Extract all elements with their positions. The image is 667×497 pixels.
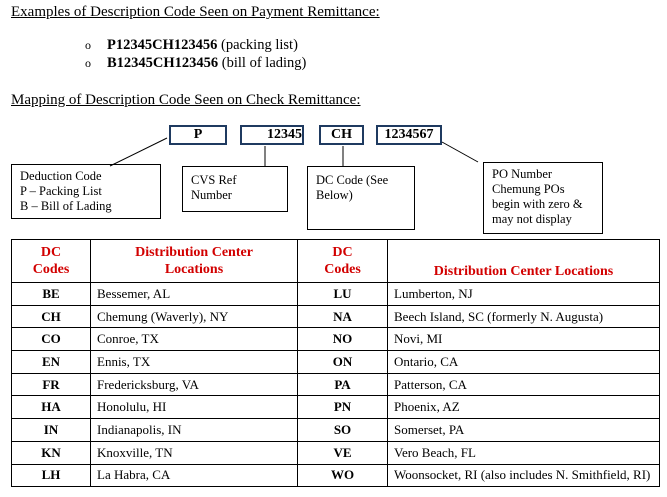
dc-code-cell: LH	[12, 464, 91, 487]
dc-code-cell: FR	[12, 373, 91, 396]
description-line: PO Number	[492, 167, 553, 181]
dc-code-cell: HA	[12, 396, 91, 419]
payment-remittance-heading: Examples of Description Code Seen on Payment Remittance:	[11, 4, 380, 20]
po-connector	[442, 142, 478, 162]
table-row	[12, 305, 660, 328]
bullet-icon: o	[85, 38, 91, 52]
location-cell: Ennis, TX	[91, 351, 298, 374]
description-line: begin with zero &	[492, 197, 583, 211]
description-line: P – Packing List	[20, 184, 102, 198]
cvs-ref-description	[182, 166, 288, 212]
bullet-icon: o	[85, 56, 91, 70]
description-line: Below)	[316, 188, 353, 202]
description-line: Number	[191, 188, 232, 202]
po-number-description	[483, 162, 603, 234]
location-cell: Vero Beach, FL	[388, 441, 660, 464]
locations-header: Distribution Center Locations	[91, 240, 298, 283]
table-row	[12, 396, 660, 419]
table-row	[12, 373, 660, 396]
dc-code-cell: NA	[298, 305, 388, 328]
dc-code-cell: EN	[12, 351, 91, 374]
dc-code-cell: PA	[298, 373, 388, 396]
dc-code-cell: PN	[298, 396, 388, 419]
description-line: may not display	[492, 212, 572, 226]
location-cell: Knoxville, TN	[91, 441, 298, 464]
deduction-code-box: P	[169, 125, 227, 145]
payment-example-code: P12345CH123456	[107, 37, 218, 53]
location-cell: Lumberton, NJ	[388, 283, 660, 306]
dc-code-cell: NO	[298, 328, 388, 351]
dc-code-box: CH	[319, 125, 364, 145]
check-remittance-heading: Mapping of Description Code Seen on Check Remittance:	[11, 92, 361, 108]
table-row	[12, 351, 660, 374]
dc-code-cell: ON	[298, 351, 388, 374]
cvs-ref-code-box: 12345	[240, 125, 304, 145]
location-cell: Bessemer, AL	[91, 283, 298, 306]
description-line: B – Bill of Lading	[20, 199, 112, 213]
location-cell: Somerset, PA	[388, 419, 660, 442]
dc-code-cell: LU	[298, 283, 388, 306]
table-row	[12, 283, 660, 306]
description-line: CVS Ref	[191, 173, 237, 187]
po-code-box: 1234567	[376, 125, 442, 145]
dc-codes-header: DC Codes	[12, 240, 91, 283]
location-cell: Beech Island, SC (formerly N. Augusta)	[388, 305, 660, 328]
deduction-connector	[110, 138, 167, 166]
location-cell: Conroe, TX	[91, 328, 298, 351]
location-cell: Honolulu, HI	[91, 396, 298, 419]
table-row	[12, 464, 660, 487]
table-row	[12, 441, 660, 464]
distribution-center-table	[11, 239, 660, 487]
location-cell: La Habra, CA	[91, 464, 298, 487]
dc-code-cell: CH	[12, 305, 91, 328]
location-cell: Novi, MI	[388, 328, 660, 351]
location-cell: Ontario, CA	[388, 351, 660, 374]
dc-codes-header-right: DC Codes	[298, 240, 388, 283]
locations-header-right: Distribution Center Locations	[388, 240, 660, 283]
location-cell: Chemung (Waverly), NY	[91, 305, 298, 328]
dc-code-cell: VE	[298, 441, 388, 464]
dc-code-cell: IN	[12, 419, 91, 442]
dc-code-cell: BE	[12, 283, 91, 306]
location-cell: Indianapolis, IN	[91, 419, 298, 442]
deduction-code-description	[11, 164, 161, 219]
description-line: DC Code (See	[316, 173, 389, 187]
dc-code-cell: SO	[298, 419, 388, 442]
payment-example-desc: (packing list)	[217, 37, 298, 53]
dc-code-cell: CO	[12, 328, 91, 351]
description-line: Deduction Code	[20, 169, 102, 183]
payment-example-code: B12345CH123456	[107, 55, 219, 71]
location-cell: Phoenix, AZ	[388, 396, 660, 419]
dc-code-cell: KN	[12, 441, 91, 464]
payment-example-desc: (bill of lading)	[218, 55, 307, 71]
table-row	[12, 328, 660, 351]
dc-code-description	[307, 166, 415, 230]
location-cell: Woonsocket, RI (also includes N. Smithfield, RI)	[388, 464, 660, 487]
description-line: Chemung POs	[492, 182, 565, 196]
table-row	[12, 419, 660, 442]
dc-code-cell: WO	[298, 464, 388, 487]
table-header-row	[12, 240, 660, 283]
location-cell: Patterson, CA	[388, 373, 660, 396]
location-cell: Fredericksburg, VA	[91, 373, 298, 396]
